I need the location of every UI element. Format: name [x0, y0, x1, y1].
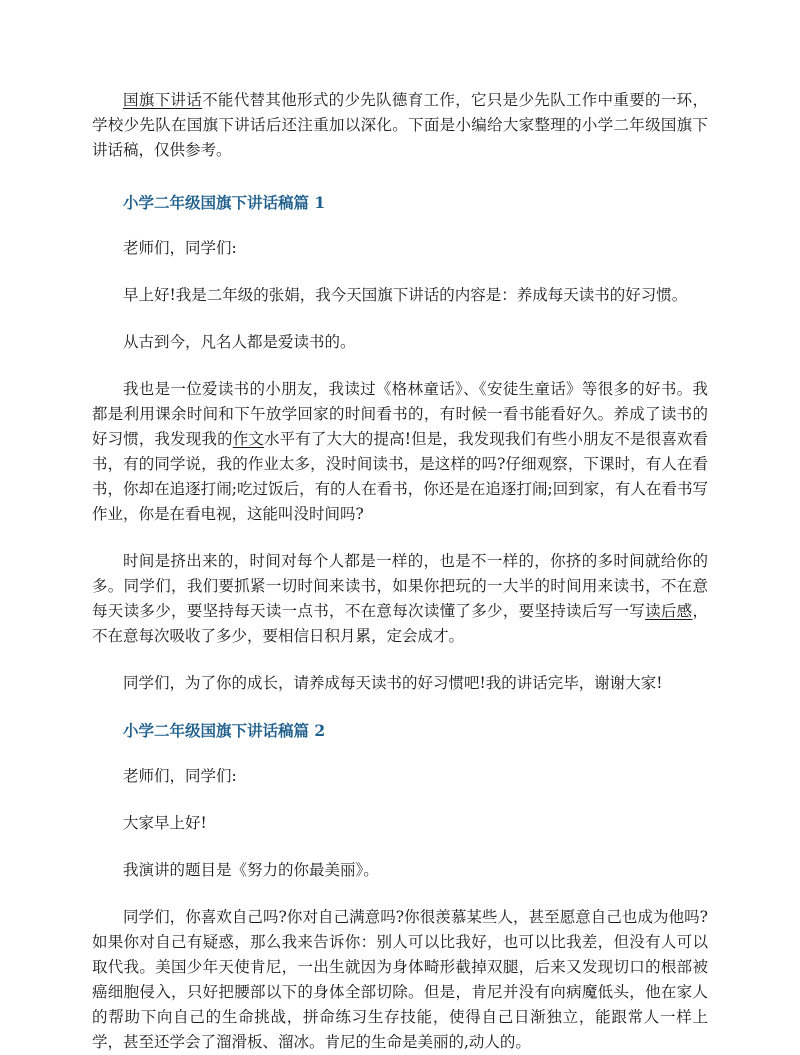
section-1-paragraph-3-text-b: 水平有了大大的提高!但是，我发现我们有些小朋友不是很喜欢看书，有的同学说，我的作业太多，没时间读书，是这样的吗?仔细观察，下课时，有人在看书，你却在追逐打闹;吃过饭后，有的人在看书，你还是在追逐打闹;回到家，有人在看书写作业，你是在看电视，这能叫没时间吗?: [92, 430, 708, 523]
section-2-paragraph-3: 同学们，你喜欢自己吗?你对自己满意吗?你很羡慕某些人，甚至愿意自己也成为他吗?如果你对自己有疑惑，那么我来告诉你：别人可以比我好，也可以比我差，但没有人可以取代我。美国少年天使肯尼，一出生就因为身体畸形截掉双腿，后来又发现切口的根部被癌细胞侵入，只好把腰部以下的身体全部切除。但是，肯尼并没有向病魔低头，他在家人的帮助下向自己的生命挑战，拼命练习生存技能，使得自己日渐独立，能跟常人一样上学，甚至还学会了溜滑板、溜冰。肯尼的生命是美丽的,动人的。: [92, 908, 708, 1051]
section-2-title: 小学二年级国旗下讲话稿篇 2: [123, 721, 326, 740]
section-1-paragraph-5: 同学们，为了你的成长，请养成每天读书的好习惯吧!我的讲话完毕，谢谢大家!: [123, 674, 663, 692]
reading-reflection-link[interactable]: 读后感: [645, 602, 693, 620]
section-1-paragraph-4-text-b: ，不在意每次吸收了多少，要相信日积月累，定会成才。: [92, 602, 708, 645]
section-1-paragraph-4: [92, 549, 708, 649]
section-1-paragraph-3: [92, 377, 708, 527]
intro-paragraph: [92, 88, 708, 163]
section-2-greeting: 老师们，同学们:: [123, 767, 237, 785]
section-1-paragraph-2: 从古到今，凡名人都是爱读书的。: [123, 333, 356, 351]
section-2-paragraph-2: 我演讲的题目是《努力的你最美丽》。: [123, 861, 379, 879]
intro-link[interactable]: 国旗下讲话: [123, 91, 203, 109]
section-1-greeting: 老师们，同学们:: [123, 239, 237, 257]
section-1-paragraph-1: 早上好!我是二年级的张娟，我今天国旗下讲话的内容是：养成每天读书的好习惯。: [123, 286, 688, 304]
section-1-paragraph-4-text-a: 时间是挤出来的，时间对每个人都是一样的，也是不一样的，你挤的多时间就给你的多。同学们，我们要抓紧一切时间来读书，如果你把玩的一大半的时间用来读书，不在意每天读多少，要坚持每天读一点书，不在意每次读懂了多少，要坚持读后写一写: [92, 552, 708, 620]
intro-text: 不能代替其他形式的少先队德育工作，它只是少先队工作中重要的一环，学校少先队在国旗下讲话后还注重加以深化。下面是小编给大家整理的小学二年级国旗下讲话稿，仅供参考。: [92, 91, 708, 159]
section-1-title: 小学二年级国旗下讲话稿篇 1: [123, 193, 326, 212]
section-1-paragraph-3-text-a: 我也是一位爱读书的小朋友，我读过《格林童话》、《安徒生童话》等很多的好书。我都是利用课余时间和下午放学回家的时间看书的，有时候一看书能看好久。养成了读书的好习惯，我发现我的: [92, 380, 708, 448]
essay-link[interactable]: 作文: [232, 430, 264, 448]
section-2-paragraph-1: 大家早上好!: [123, 814, 207, 832]
